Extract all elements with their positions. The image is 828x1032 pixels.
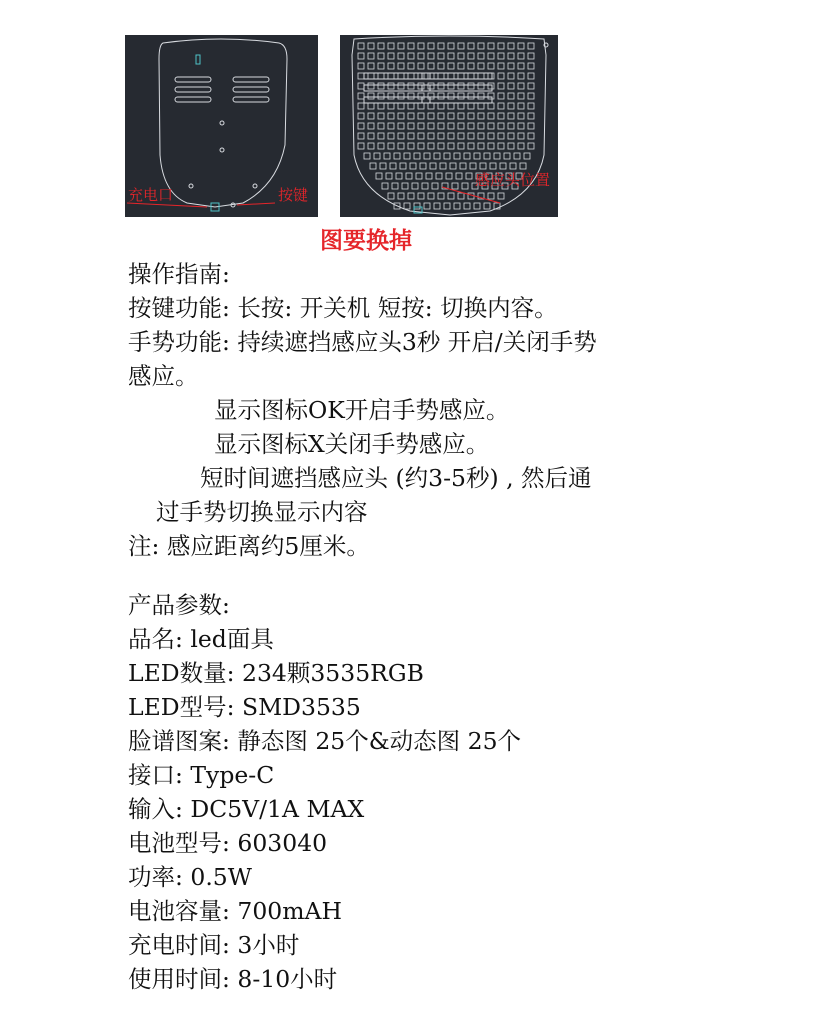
led-cell (418, 193, 424, 199)
led-cell (528, 53, 534, 59)
led-cell (388, 73, 394, 79)
led-cell (478, 63, 484, 69)
led-cell (398, 143, 404, 149)
spec-led-model: LED型号: SMD3535 (128, 693, 361, 721)
led-cell (408, 133, 414, 139)
led-cell (404, 203, 410, 209)
led-cell (358, 133, 364, 139)
led-cell (358, 113, 364, 119)
led-cell (438, 83, 444, 89)
led-cell (518, 63, 524, 69)
led-cell (418, 113, 424, 119)
led-cell (418, 103, 424, 109)
led-cell (444, 153, 450, 159)
led-cell (458, 113, 464, 119)
led-cell (454, 203, 460, 209)
led-cell (418, 123, 424, 129)
led-cell (498, 113, 504, 119)
led-cell (464, 203, 470, 209)
led-cell (404, 153, 410, 159)
led-cell (378, 143, 384, 149)
led-cell (458, 103, 464, 109)
led-cell (378, 83, 384, 89)
led-cell (468, 63, 474, 69)
led-cell (468, 43, 474, 49)
led-cell (358, 73, 364, 79)
led-cell (508, 103, 514, 109)
spec-product-name: 品名: led面具 (128, 625, 274, 653)
led-cell (378, 93, 384, 99)
led-cell (488, 53, 494, 59)
led-cell (398, 63, 404, 69)
led-cell (388, 93, 394, 99)
replace-image-note: 图要换掉 (320, 228, 412, 254)
led-cell (368, 133, 374, 139)
led-cell (478, 53, 484, 59)
led-cell (408, 143, 414, 149)
led-cell (498, 143, 504, 149)
led-cell (368, 43, 374, 49)
led-cell (370, 163, 376, 169)
led-cell (498, 43, 504, 49)
led-cell (438, 113, 444, 119)
led-cell (358, 43, 364, 49)
gesture-function-text: 手势功能: 持续遮挡感应头3秒 开启/关闭手势 (128, 328, 597, 356)
led-cell (406, 173, 412, 179)
led-cell (408, 43, 414, 49)
led-cell (528, 133, 534, 139)
led-cell (458, 53, 464, 59)
led-cell (484, 153, 490, 159)
led-cell (388, 193, 394, 199)
led-cell (402, 183, 408, 189)
led-cell (448, 43, 454, 49)
led-cell (524, 153, 530, 159)
led-cell (488, 123, 494, 129)
led-cell (508, 133, 514, 139)
led-cell (448, 103, 454, 109)
led-cell (358, 143, 364, 149)
led-cell (508, 113, 514, 119)
led-cell (428, 53, 434, 59)
led-cell (418, 63, 424, 69)
led-cell (498, 103, 504, 109)
led-cell (438, 133, 444, 139)
spec-battery-model: 电池型号: 603040 (128, 829, 328, 857)
led-cell (498, 53, 504, 59)
led-cell (498, 83, 504, 89)
led-cell (434, 203, 440, 209)
led-cell (384, 153, 390, 159)
led-cell (508, 123, 514, 129)
led-cell (426, 173, 432, 179)
led-cell (408, 63, 414, 69)
led-cell (448, 93, 454, 99)
led-cell (448, 133, 454, 139)
led-cell (452, 183, 458, 189)
led-cell (428, 143, 434, 149)
led-cell (388, 53, 394, 59)
led-cell (458, 123, 464, 129)
button-function-text: 按键功能: 长按: 开关机 短按: 切换内容。 (128, 294, 558, 322)
led-cell (480, 163, 486, 169)
led-cell (422, 183, 428, 189)
led-cell (386, 173, 392, 179)
led-cell (518, 123, 524, 129)
led-cell (414, 203, 420, 209)
led-cell (398, 113, 404, 119)
led-cell (358, 123, 364, 129)
led-cell (458, 63, 464, 69)
led-cell (408, 193, 414, 199)
led-cell (408, 123, 414, 129)
led-cell (478, 143, 484, 149)
led-cell (488, 113, 494, 119)
led-cell (428, 133, 434, 139)
led-cell (428, 113, 434, 119)
led-cell (468, 113, 474, 119)
led-cell (468, 53, 474, 59)
led-cell (450, 163, 456, 169)
sensing-distance-note: 注: 感应距离约5厘米。 (128, 532, 370, 560)
led-cell (418, 133, 424, 139)
led-cell (388, 123, 394, 129)
led-cell (470, 163, 476, 169)
led-cell (528, 93, 534, 99)
led-cell (388, 43, 394, 49)
led-cell (448, 63, 454, 69)
spec-input: 输入: DC5V/1A MAX (128, 795, 365, 823)
led-cell (408, 73, 414, 79)
led-cell (458, 193, 464, 199)
spec-interface: 接口: Type-C (128, 761, 275, 789)
spec-use-time: 使用时间: 8-10小时 (128, 965, 338, 993)
led-cell (438, 63, 444, 69)
led-cell (398, 73, 404, 79)
led-cell (378, 133, 384, 139)
led-cell (438, 143, 444, 149)
led-cell (468, 143, 474, 149)
led-grid-drawing (340, 35, 558, 217)
led-cell (488, 43, 494, 49)
led-cell (432, 183, 438, 189)
led-cell (368, 83, 374, 89)
charge-port-label: 充电口 (128, 186, 174, 204)
led-cell (528, 63, 534, 69)
led-cell (382, 183, 388, 189)
led-cell (374, 153, 380, 159)
led-cell (410, 163, 416, 169)
led-cell (528, 83, 534, 89)
led-cell (418, 53, 424, 59)
led-cell (378, 63, 384, 69)
led-cell (478, 103, 484, 109)
led-cell (510, 163, 516, 169)
led-cell (428, 123, 434, 129)
led-cell (518, 113, 524, 119)
led-cell (498, 63, 504, 69)
led-cell (458, 143, 464, 149)
led-cell (408, 113, 414, 119)
led-cell (528, 73, 534, 79)
led-cell (456, 173, 462, 179)
led-cell (498, 193, 504, 199)
led-cell (428, 93, 434, 99)
led-cell (438, 103, 444, 109)
led-cell (474, 153, 480, 159)
led-cell (378, 103, 384, 109)
led-cell (378, 43, 384, 49)
led-cell (488, 103, 494, 109)
led-cell (478, 73, 484, 79)
led-cell (358, 93, 364, 99)
spec-face-patterns: 脸谱图案: 静态图 25个&动态图 25个 (128, 727, 522, 755)
led-cell (528, 123, 534, 129)
led-cell (388, 63, 394, 69)
led-cell (424, 203, 430, 209)
led-cell (408, 93, 414, 99)
led-cell (358, 53, 364, 59)
led-cell (478, 93, 484, 99)
specs-heading: 产品参数: (128, 591, 230, 619)
led-cell (438, 43, 444, 49)
led-cell (420, 163, 426, 169)
led-cell (528, 143, 534, 149)
led-cell (466, 173, 472, 179)
led-cell (414, 153, 420, 159)
led-cell (398, 43, 404, 49)
led-cell (518, 73, 524, 79)
led-cell (440, 163, 446, 169)
led-cell (462, 183, 468, 189)
led-cell (418, 83, 424, 89)
led-cell (518, 83, 524, 89)
led-cell (500, 163, 506, 169)
led-cell (488, 83, 494, 89)
led-cell (364, 153, 370, 159)
spec-battery-capacity: 电池容量: 700mAH (128, 897, 342, 925)
led-cell (454, 153, 460, 159)
led-cell (518, 133, 524, 139)
led-cell (378, 53, 384, 59)
led-cell (388, 83, 394, 89)
led-cell (518, 43, 524, 49)
led-cell (368, 103, 374, 109)
led-cell (498, 123, 504, 129)
led-cell (388, 113, 394, 119)
led-cell (508, 83, 514, 89)
led-cell (398, 133, 404, 139)
led-cell (514, 153, 520, 159)
led-cell (398, 193, 404, 199)
sensor-position-label: 感应头位置 (475, 171, 551, 189)
led-cell (368, 53, 374, 59)
short-block-text-cont: 过手势切换显示内容 (156, 498, 368, 526)
led-cell (438, 123, 444, 129)
led-cell (428, 83, 434, 89)
led-cell (408, 83, 414, 89)
led-cell (398, 123, 404, 129)
led-cell (494, 153, 500, 159)
led-cell (448, 113, 454, 119)
led-cell (508, 53, 514, 59)
led-cell (368, 113, 374, 119)
led-cell (488, 143, 494, 149)
led-cell (468, 133, 474, 139)
led-cell (478, 83, 484, 89)
led-cell (358, 83, 364, 89)
led-cell (398, 103, 404, 109)
led-cell (458, 73, 464, 79)
led-cell (368, 73, 374, 79)
led-cell (528, 103, 534, 109)
led-cell (508, 143, 514, 149)
led-cell (418, 43, 424, 49)
led-cell (444, 203, 450, 209)
led-cell (398, 53, 404, 59)
led-cell (428, 63, 434, 69)
led-cell (448, 143, 454, 149)
led-cell (518, 103, 524, 109)
led-cell (520, 163, 526, 169)
led-cell (488, 193, 494, 199)
led-cell (408, 53, 414, 59)
led-cell (490, 163, 496, 169)
led-cell (468, 83, 474, 89)
led-cell (388, 103, 394, 109)
led-cell (478, 133, 484, 139)
led-cell (388, 133, 394, 139)
led-cell (368, 93, 374, 99)
gesture-function-text-cont: 感应。 (128, 362, 199, 390)
led-cell (478, 113, 484, 119)
led-cell (508, 73, 514, 79)
led-cell (464, 153, 470, 159)
led-cell (428, 73, 434, 79)
led-cell (498, 93, 504, 99)
led-cell (378, 123, 384, 129)
led-cell (508, 93, 514, 99)
led-cell (378, 113, 384, 119)
led-cell (504, 153, 510, 159)
led-cell (458, 133, 464, 139)
led-cell (358, 63, 364, 69)
led-cell (438, 93, 444, 99)
led-cell (488, 73, 494, 79)
led-cell (484, 203, 490, 209)
led-cell (376, 173, 382, 179)
led-cell (468, 73, 474, 79)
led-cell (368, 63, 374, 69)
cad-led-grid-image (340, 35, 558, 217)
led-cell (518, 143, 524, 149)
led-cell (528, 113, 534, 119)
led-cell (458, 83, 464, 89)
led-cell (398, 83, 404, 89)
led-cell (400, 163, 406, 169)
led-cell (446, 173, 452, 179)
led-cell (380, 163, 386, 169)
led-cell (478, 123, 484, 129)
led-cell (392, 183, 398, 189)
led-cell (358, 103, 364, 109)
led-cell (488, 133, 494, 139)
led-cell (418, 93, 424, 99)
led-cell (528, 43, 534, 49)
led-cell (368, 143, 374, 149)
led-cell (448, 193, 454, 199)
guide-heading: 操作指南: (128, 260, 230, 288)
led-cell (448, 73, 454, 79)
led-cell (438, 53, 444, 59)
led-cell (388, 143, 394, 149)
led-cell (398, 93, 404, 99)
spec-led-count: LED数量: 234颗3535RGB (128, 659, 424, 687)
led-cell (438, 73, 444, 79)
led-cell (436, 173, 442, 179)
led-cell (424, 153, 430, 159)
led-cell (468, 103, 474, 109)
led-cell (418, 73, 424, 79)
led-cell (488, 93, 494, 99)
led-cell (448, 123, 454, 129)
led-cell (438, 193, 444, 199)
led-cell (428, 43, 434, 49)
led-cell (368, 123, 374, 129)
led-cell (378, 73, 384, 79)
button-label: 按键 (278, 186, 309, 204)
led-cell (396, 173, 402, 179)
led-cell (478, 43, 484, 49)
led-cell (428, 103, 434, 109)
led-cell (474, 203, 480, 209)
led-cell (488, 63, 494, 69)
led-cell (394, 153, 400, 159)
led-cell (448, 83, 454, 89)
led-cell (518, 93, 524, 99)
led-cell (412, 183, 418, 189)
led-cell (518, 53, 524, 59)
led-cell (428, 193, 434, 199)
ok-icon-text: 显示图标OK开启手势感应。 (214, 396, 510, 424)
led-cell (458, 93, 464, 99)
led-cell (418, 143, 424, 149)
spec-charge-time: 充电时间: 3小时 (128, 931, 300, 959)
short-block-text: 短时间遮挡感应头 (约3-5秒) , 然后通 (200, 464, 592, 492)
cad-back-view-image (125, 35, 318, 217)
led-cell (508, 63, 514, 69)
led-cell (498, 133, 504, 139)
led-cell (448, 53, 454, 59)
led-cell (468, 123, 474, 129)
x-icon-text: 显示图标X关闭手势感应。 (214, 430, 490, 458)
led-cell (508, 43, 514, 49)
led-cell (430, 163, 436, 169)
led-cell (498, 73, 504, 79)
led-cell (390, 163, 396, 169)
led-cell (468, 93, 474, 99)
led-cell (416, 173, 422, 179)
led-cell (408, 103, 414, 109)
led-cell (434, 153, 440, 159)
led-cell (460, 163, 466, 169)
spec-power: 功率: 0.5W (128, 863, 252, 891)
led-cell (458, 43, 464, 49)
